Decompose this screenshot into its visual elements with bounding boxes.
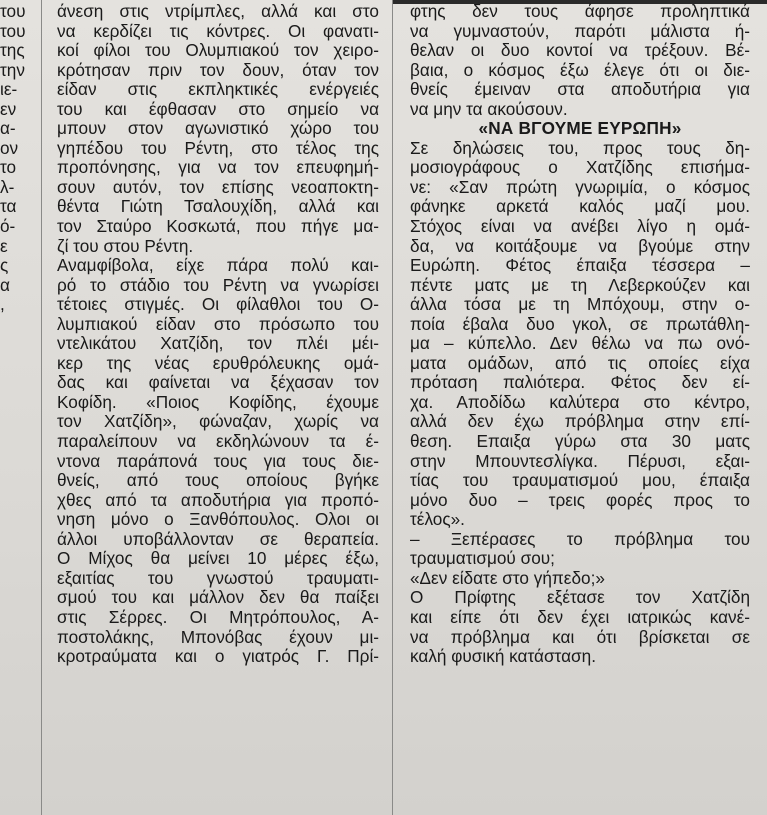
col1-text-line: Κοφίδη. «Ποιος Κοφίδης, έχουμε	[57, 392, 379, 412]
col1-text-line: κερ της νέας ερυθρόλευκης ομά-	[57, 353, 379, 373]
col1-text-line: ντονα παράπονά τους για τους διε-	[57, 451, 379, 471]
col0-text-line: α-	[0, 119, 16, 139]
col2-text-line: στην Μπουντεσλίγκα. Πέρυσι, εξαι-	[410, 451, 750, 471]
column-middle	[57, 2, 379, 667]
col2-text-line: Ευρώπη. Φέτος έπαιξα τέσσερα –	[410, 256, 750, 276]
col0-text-line: του	[0, 21, 26, 41]
col2-text-line: φάνηκε αρκετά καλός μαζί μου.	[410, 197, 750, 217]
col1-text-line: του και έφθασαν στο σημείο να	[57, 99, 379, 119]
col1-text-line: ντελικάτου Χατζίδη, τον πλέι μέι-	[57, 334, 379, 354]
col2-text-line: και είπε ότι δεν έχει ιατρικώς κανέ-	[410, 607, 750, 627]
col0-text-line: ον	[0, 138, 19, 158]
col2-text-line: νε: «Σαν πρώτη γνωριμία, ο κόσμος	[410, 177, 750, 197]
col2-text-line: άλλα τόσα με τη Μπόχουμ, στην ο-	[410, 295, 750, 315]
col1-text-line: θέντα Γιώτη Τσαλουχίδη, αλλά και	[57, 197, 379, 217]
col1-text-line: σμού του και μάλλον δεν θα παίξει	[57, 588, 379, 608]
col1-text-line: χθες από τα αποδυτήρια για προπό-	[57, 490, 379, 510]
col1-text-line: παραλείπουν να εκδηλώνουν τα έ-	[57, 432, 379, 452]
col1-text-line: τον Χατζίδη», φώναζαν, χωρίς να	[57, 412, 379, 432]
col2-text-line: φτης δεν τους άφησε προληπτικά	[410, 2, 750, 21]
col0-text-line: ό-	[0, 217, 16, 237]
col2-text-line: τέλος».	[410, 510, 465, 530]
col2-text-line: καλή φυσική κατάσταση.	[410, 647, 596, 667]
col2-text-line: χα. Αποδίδω καλύτερα στο κέντρο,	[410, 392, 750, 412]
col2-text-line: ποία έβαλα δυο γκολ, σε πρωτάθλη-	[410, 314, 750, 334]
col1-text-line: ποστολάκης, Μπονόβας έχουν μι-	[57, 627, 379, 647]
col2-text-line: Στόχος είναι να ανέβει λίγο η ομά-	[410, 217, 750, 237]
col1-text-line: σουν αυτόν, τον επίσης νεοαποκτη-	[57, 177, 379, 197]
col1-text-line: τέτοιες στιγμές. Οι φίλαθλοι του Ο-	[57, 295, 379, 315]
col2-text-line: – Ξεπέρασες το πρόβλημα του	[410, 529, 750, 549]
col0-text-line: ς	[0, 256, 9, 276]
col2-text-line: δα, να κοιτάξουμε να βγούμε στην	[410, 236, 750, 256]
column-rule-right	[392, 0, 393, 815]
col2-text-line: βαια, ο κόσμος έξω έλεγε ότι οι διε-	[410, 60, 750, 80]
col0-text-line: λ-	[0, 177, 15, 197]
col2-text-line: τίας του τραυματισμού μου, έπαιξα	[410, 471, 750, 491]
col2-text-line: Σε δηλώσεις του, προς τους δη-	[410, 138, 750, 158]
col1-text-line: κρότησαν πριν τον δουν, όταν τον	[57, 60, 379, 80]
col1-text-line: στις Σέρρες. Οι Μητρόπουλος, Α-	[57, 607, 379, 627]
col0-text-line: του	[0, 2, 26, 21]
col2-text-line: πέντε ματς με τη Λεβερκούζεν και	[410, 275, 750, 295]
col1-text-line: λυμπιακού είδαν στο πρόσωπο του	[57, 314, 379, 334]
col1-text-line: να κερδίζει τις κόντρες. Οι φανατι-	[57, 21, 379, 41]
col2-text-line: ματα ομάδων, από τις οποίες είχα	[410, 353, 750, 373]
col1-text-line: άλλοι υποβάλλονταν σε θεραπεία.	[57, 529, 379, 549]
col1-text-line: δας και φαίνεται να ξέχασαν τον	[57, 373, 379, 393]
col1-text-line: Ο Μίχος θα μείνει 10 μέρες έξω,	[57, 549, 379, 569]
col1-text-line: κροτραύματα και ο γιατρός Γ. Πρί-	[57, 647, 379, 667]
col2-text-line: να πρόβλημα και ότι βρίσκεται σε	[410, 627, 750, 647]
col2-text-line: μοσιογράφους ο Χατζίδης επισήμα-	[410, 158, 750, 178]
col0-text-line: τα	[0, 197, 17, 217]
col1-text-line: θνείς, από τους οποίους βγήκε	[57, 471, 379, 491]
col2-text-line: μόνο δυο – τρεις φορές προς το	[410, 490, 750, 510]
col2-text-line: να μην τα ακούσουν.	[410, 99, 568, 119]
col2-text-line: θεση. Επαιξα γύρω στα 30 ματς	[410, 432, 750, 452]
col1-text-line: είδαν στις εκπληκτικές ενέργειές	[57, 80, 379, 100]
col1-text-line: Αναμφίβολα, είχε πάρα πολύ και-	[57, 256, 379, 276]
col1-text-line: προπόνησης, για να τον επευφημή-	[57, 158, 379, 178]
col0-text-line: ε	[0, 236, 8, 256]
col1-text-line: κοί φίλοι του Ολυμπιακού τον χειρο-	[57, 41, 379, 61]
col0-text-line: την	[0, 60, 25, 80]
col0-text-line: ιε-	[0, 80, 18, 100]
col0-text-line: ,	[0, 295, 5, 315]
col1-text-line: γηπέδου του Ρέντη, στο τέλος της	[57, 138, 379, 158]
col2-text-line: Ο Πρίφτης εξέτασε τον Χατζίδη	[410, 588, 750, 608]
col1-text-line: μπουν στον αγωνιστικό χώρο του	[57, 119, 379, 139]
section-heading: «ΝΑ ΒΓΟΥΜΕ ΕΥΡΩΠΗ»	[478, 119, 682, 139]
col2-text-line: αλλά δεν έχω πρόβλημα στην επί-	[410, 412, 750, 432]
col1-text-line: άνεση στις ντρίμπλες, αλλά και στο	[57, 2, 379, 21]
col1-text-line: ζί του στου Ρέντη.	[57, 236, 194, 256]
col2-text-line: μα – κύπελλο. Δεν θέλω να πω ονό-	[410, 334, 750, 354]
col0-text-line: της	[0, 41, 25, 61]
col1-text-line: ρό το στάδιο του Ρέντη να γνωρίσει	[57, 275, 379, 295]
col1-text-line: εξαιτίας του γνωστού τραυματι-	[57, 568, 379, 588]
col2-text-line: «Δεν είδατε στο γήπεδο;»	[410, 568, 605, 588]
col2-text-line: θελαν οι δυο κοντοί να τρέξουν. Βέ-	[410, 41, 750, 61]
col1-text-line: τον Σταύρο Κοσκωτά, που πήγε μα-	[57, 217, 379, 237]
column-cropped-left	[0, 2, 30, 334]
col1-text-line: νηση μόνο ο Ξανθόπουλος. Ολοι οι	[57, 510, 379, 530]
col0-text-line: α	[0, 275, 10, 295]
col0-text-line: εν	[0, 99, 17, 119]
col2-text-line: θνείς έμειναν στα αποδυτήρια για	[410, 80, 750, 100]
col2-text-line: τραυματισμού σου;	[410, 549, 555, 569]
col0-text-line: το	[0, 158, 17, 178]
column-right	[410, 2, 750, 667]
col0-text-line	[0, 315, 30, 335]
column-rule-left	[41, 0, 42, 815]
col2-text-line: να γυμναστούν, παρότι μάλιστα ή-	[410, 21, 750, 41]
col2-text-line: πρόταση παλιότερα. Φέτος δεν εί-	[410, 373, 750, 393]
